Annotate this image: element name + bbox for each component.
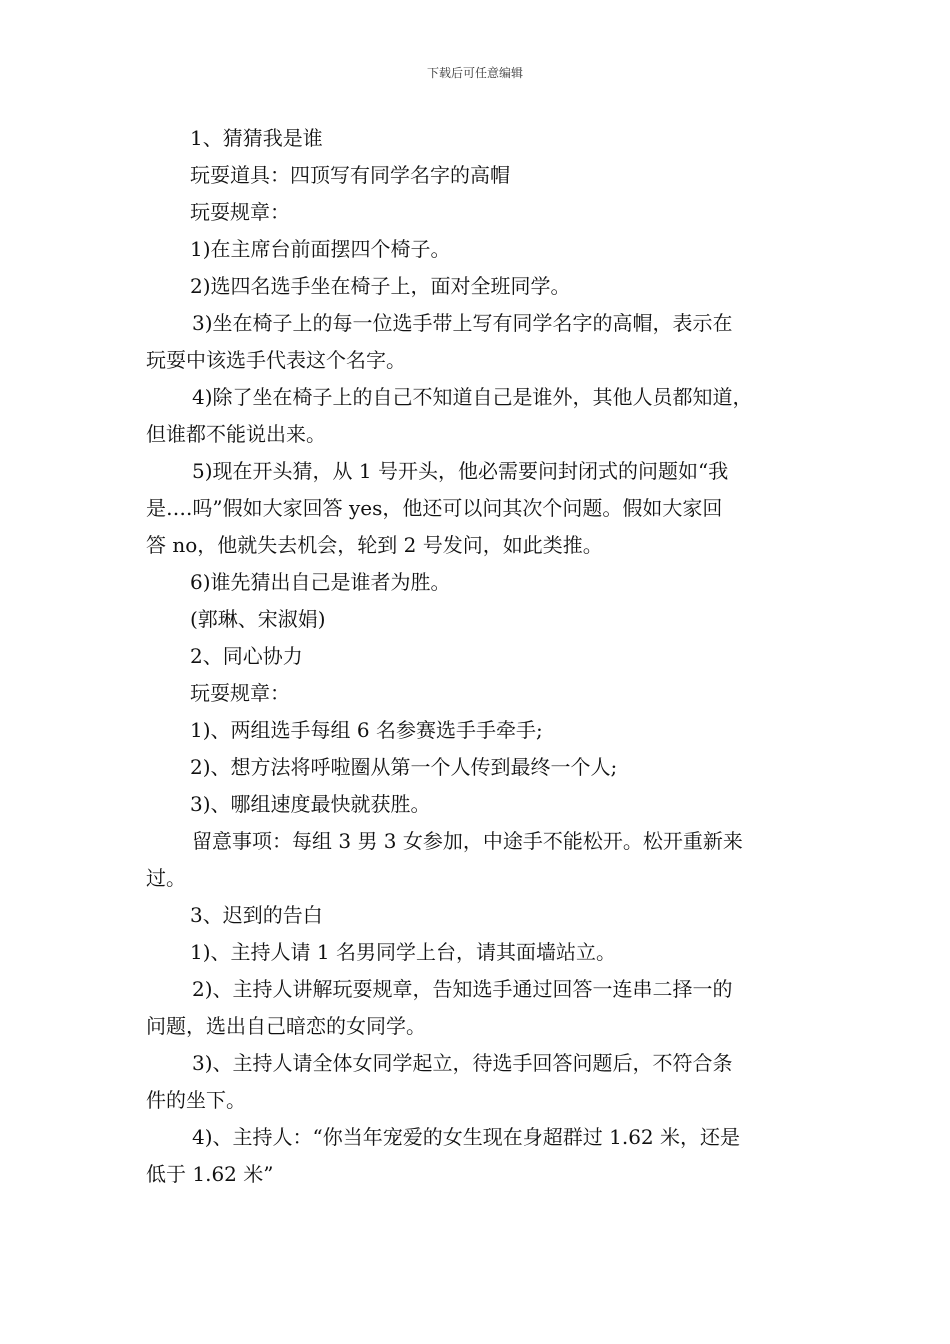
list-item: 1)、主持人请 1 名男同学上台，请其面墙站立。 — [190, 940, 616, 964]
list-item: 5)现在开头猜，从 1 号开头，他必需要问封闭式的问题如“我 — [192, 459, 729, 483]
paragraph-continuation: 玩耍中该选手代表这个名字。 — [146, 348, 406, 372]
document-body — [146, 120, 811, 1193]
paragraph-line: 留意事项：每组 3 男 3 女参加，中途手不能松开。松开重新来 — [192, 829, 743, 853]
section-heading-3: 3、迟到的告白 — [190, 903, 323, 927]
section-heading-1: 1、猜猜我是谁 — [190, 126, 323, 150]
paragraph-continuation: 但谁都不能说出来。 — [146, 422, 326, 446]
paragraph-line: 玩耍规章： — [190, 200, 290, 224]
paragraph-continuation: 问题，选出自己暗恋的女同学。 — [146, 1014, 426, 1038]
paragraph-continuation: 低于 1.62 米” — [146, 1162, 274, 1186]
paragraph-line: (郭琳、宋淑娟) — [190, 607, 326, 631]
section-heading-2: 2、同心协力 — [190, 644, 303, 668]
list-item: 1)在主席台前面摆四个椅子。 — [190, 237, 451, 261]
paragraph-continuation: 是….吗”假如大家回答 yes，他还可以问其次个问题。假如大家回 — [146, 496, 723, 520]
list-item: 3)、主持人请全体女同学起立，待选手回答问题后，不符合条 — [192, 1051, 733, 1075]
paragraph-continuation: 件的坐下。 — [146, 1088, 246, 1112]
paragraph-continuation: 答 no，他就失去机会，轮到 2 号发问，如此类推。 — [146, 533, 603, 557]
list-item: 3)坐在椅子上的每一位选手带上写有同学名字的高帽，表示在 — [192, 311, 733, 335]
paragraph-line: 玩耍道具：四顶写有同学名字的高帽 — [190, 163, 510, 187]
list-item: 4)、主持人：“你当年宠爱的女生现在身超群过 1.62 米，还是 — [192, 1125, 740, 1149]
list-item: 3)、哪组速度最快就获胜。 — [190, 792, 431, 816]
list-item: 1)、两组选手每组 6 名参赛选手手牵手; — [190, 718, 543, 742]
list-item: 2)选四名选手坐在椅子上，面对全班同学。 — [190, 274, 571, 298]
paragraph-line: 玩耍规章： — [190, 681, 290, 705]
list-item: 2)、主持人讲解玩耍规章，告知选手通过回答一连串二择一的 — [192, 977, 733, 1001]
list-item: 4)除了坐在椅子上的自己不知道自己是谁外，其他人员都知道， — [192, 385, 753, 409]
page-header: 下载后可任意编辑 — [426, 66, 523, 80]
list-item: 6)谁先猜出自己是谁者为胜。 — [190, 570, 451, 594]
list-item: 2)、想方法将呼啦圈从第一个人传到最终一个人; — [190, 755, 618, 779]
paragraph-continuation: 过。 — [146, 866, 186, 890]
